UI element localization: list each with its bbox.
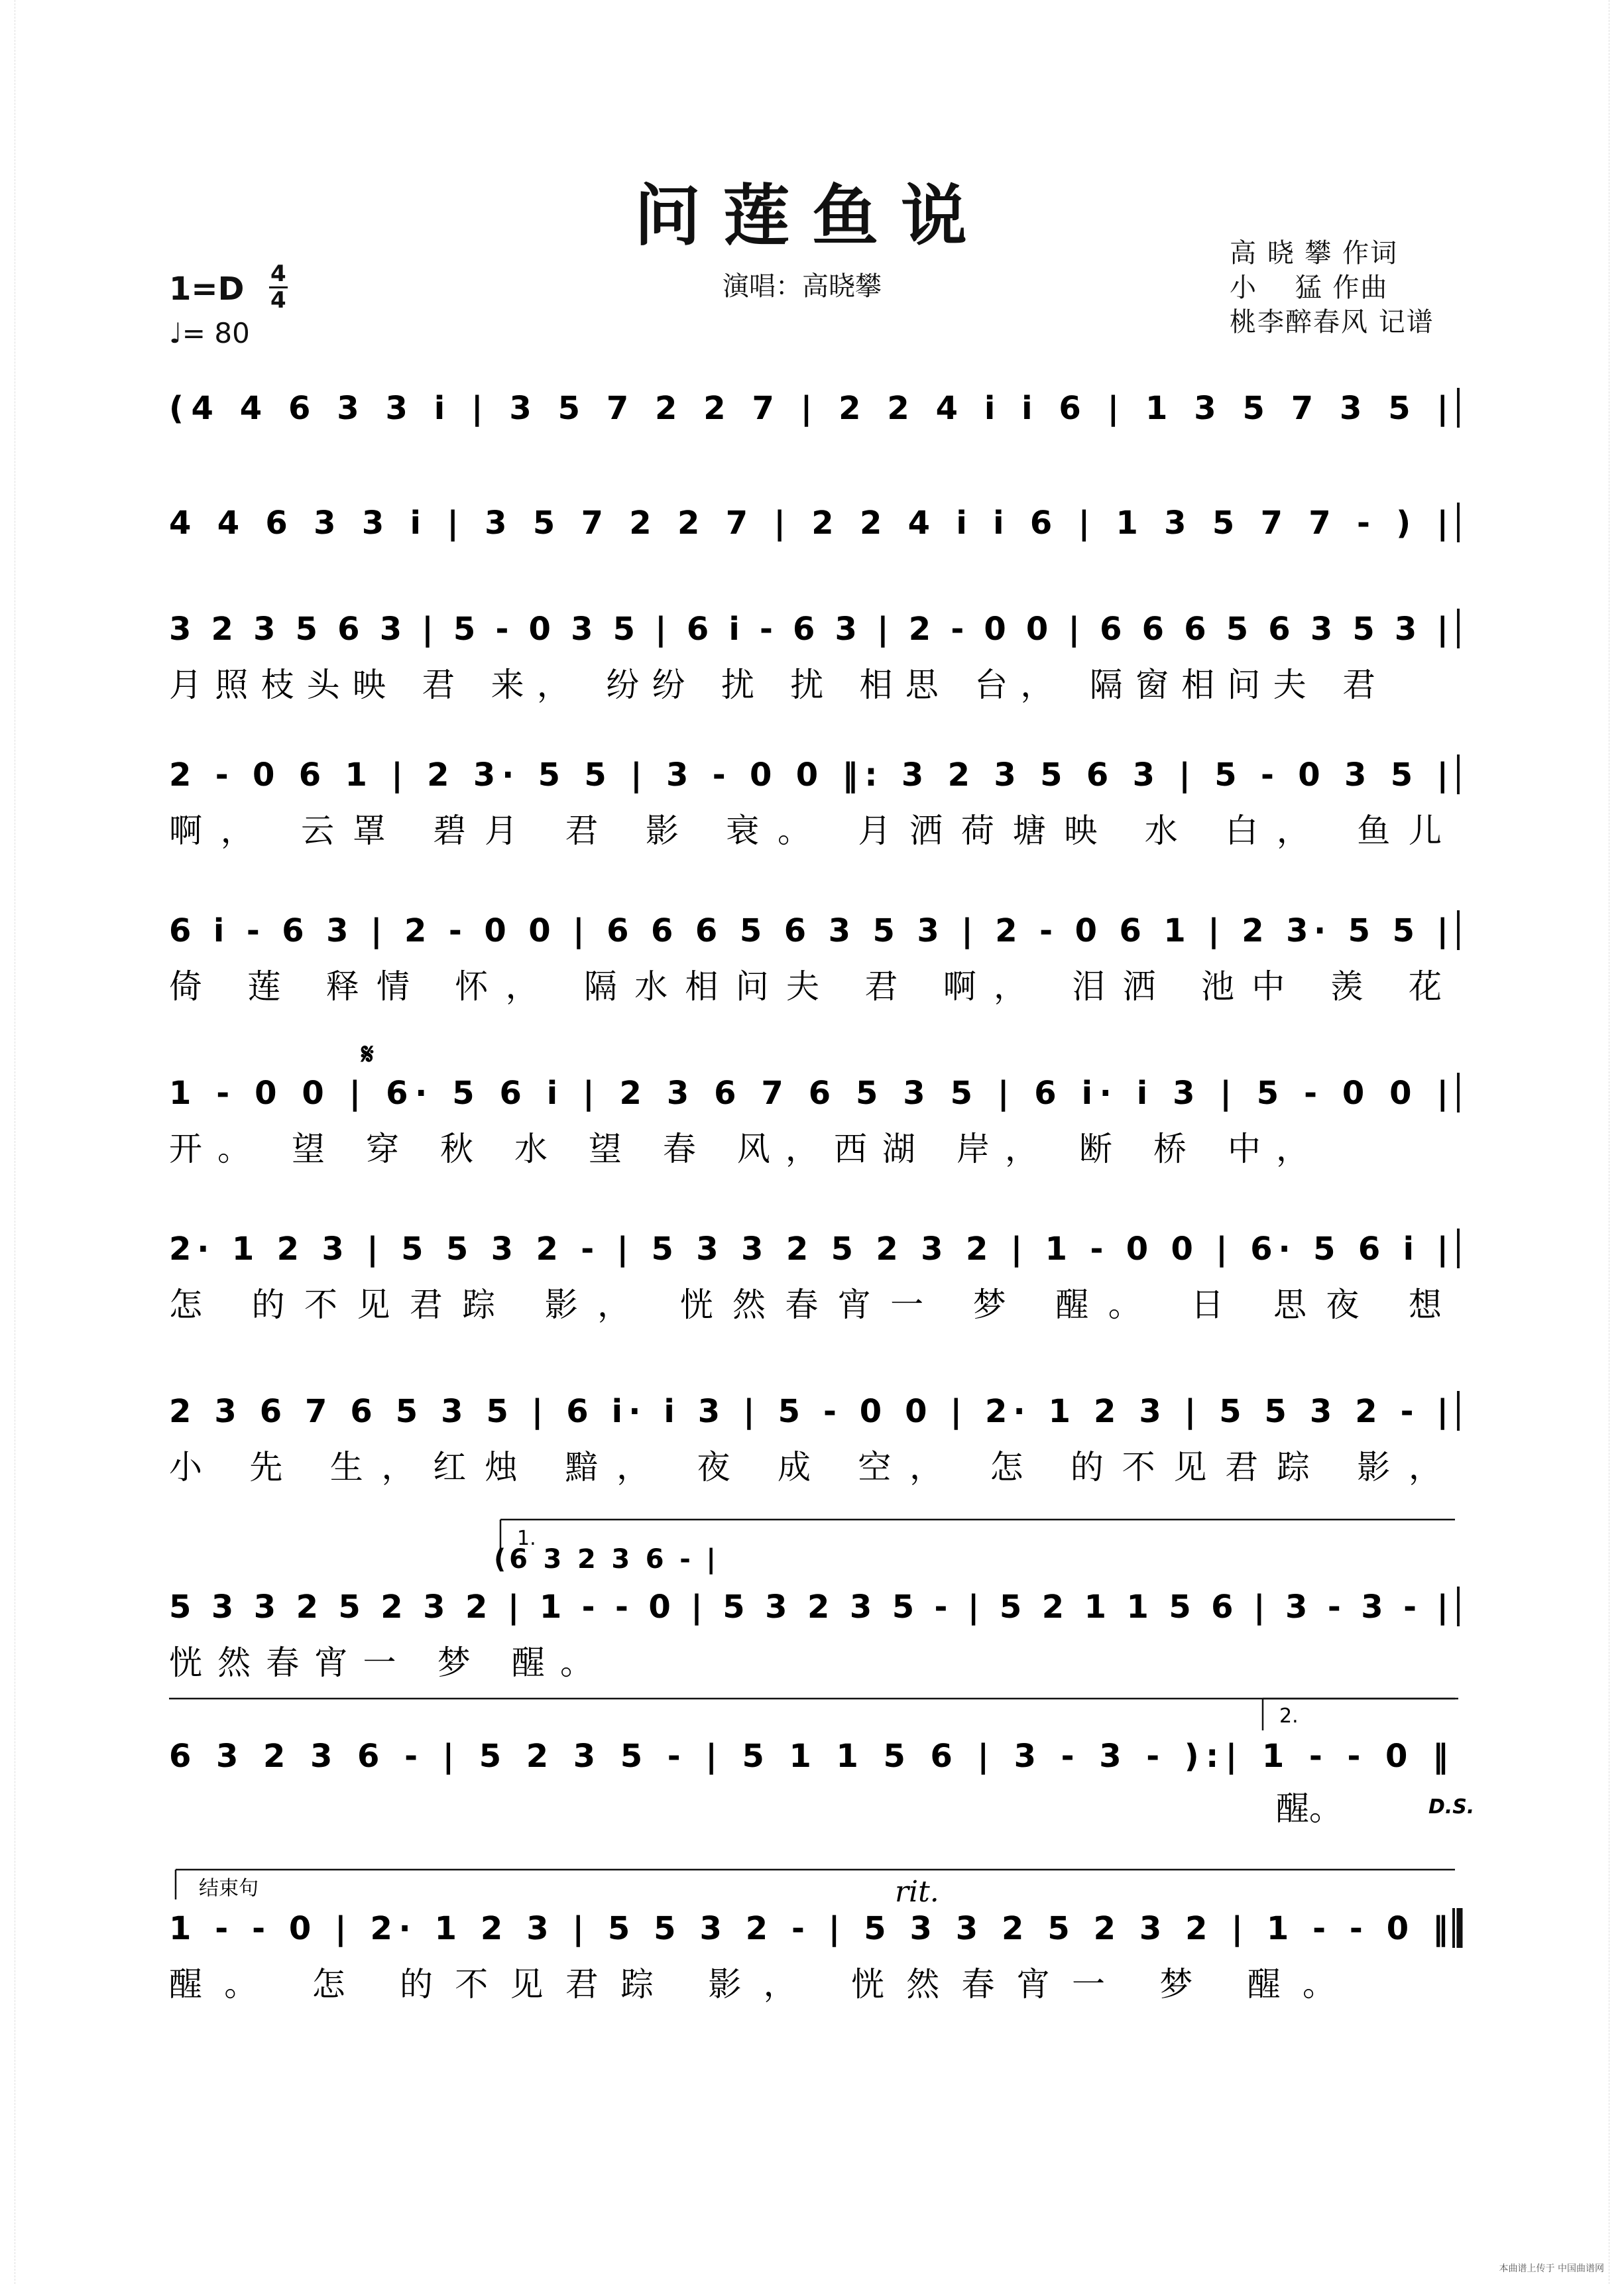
notes-line-9: 5 3 3 2 5 2 3 2 | 1 - - 0 | 5 3 2 3 5 - | 5 2 1 1 5 6 | 3 - 3 - | bbox=[169, 1589, 1448, 1626]
score-line-11 bbox=[169, 1910, 1448, 2004]
lyrics-line-10: 醒。 bbox=[1276, 1789, 1342, 1828]
time-signature-bottom: 4 bbox=[270, 287, 286, 314]
notes-line-10: 6 3 2 3 6 - | 5 2 3 5 - | 5 1 1 5 6 | 3 - 3 - ):| 1 - - 0 ‖ bbox=[169, 1738, 1448, 1775]
notes-line-6: 1 - 0 0 | 6· 5 6 i | 2 3 6 7 6 5 3 5 | 6 i· i 3 | 5 - 0 0 | bbox=[169, 1075, 1449, 1112]
lyrics-line-9: 恍然春宵一 梦 醒。 bbox=[169, 1644, 593, 1682]
lyrics-line-11: 醒。 怎 的不见君踪 影， 恍然春宵一 梦 醒。 bbox=[169, 1965, 1336, 2004]
ending-phrase-label: 结束句 bbox=[199, 1877, 259, 1900]
score-line-7 bbox=[169, 1231, 1448, 1324]
notes-line-11: 1 - - 0 | 2· 1 2 3 | 5 5 3 2 - | 5 3 3 2 5 2 3 2 | 1 - - 0 ‖ bbox=[169, 1910, 1448, 1947]
song-title: 问莲鱼说 bbox=[634, 176, 990, 255]
notes-line-5: 6 i - 6 3 | 2 - 0 0 | 6 6 6 5 6 3 5 3 | 2 - 0 6 1 | 2 3· 5 5 | bbox=[169, 912, 1448, 949]
time-signature-top: 4 bbox=[270, 261, 286, 287]
lyrics-line-3: 月照枝头映 君 来， 纷纷 扰 扰 相思 台， 隔窗相问夫 君 bbox=[169, 666, 1375, 704]
notes-line-8: 2 3 6 7 6 5 3 5 | 6 i· i 3 | 5 - 0 0 | 2· 1 2 3 | 5 5 3 2 - | bbox=[169, 1393, 1448, 1430]
lyrics-line-8: 小 先 生，红烛 黯， 夜 成 空， 怎 的不见君踪 影， bbox=[169, 1448, 1442, 1486]
notes-line-1: (4 4 6 3 3 i | 3 5 7 2 2 7 | 2 2 4 i i 6 | 1 3 5 7 3 5 | bbox=[169, 390, 1448, 427]
lyrics-line-7: 怎 的不见君踪 影， 恍然春宵一 梦 醒。 日 思夜 想 bbox=[169, 1286, 1442, 1324]
notes-line-7: 2· 1 2 3 | 5 5 3 2 - | 5 3 3 2 5 2 3 2 | 1 - 0 0 | 6· 5 6 i | bbox=[169, 1231, 1448, 1268]
score-line-10 bbox=[169, 1738, 1448, 1828]
notes-line-3: 3 2 3 5 6 3 | 5 - 0 3 5 | 6 i - 6 3 | 2 - 0 0 | 6 6 6 5 6 3 5 3 | bbox=[169, 611, 1448, 648]
lyricist-credit: 高 晓 攀 作词 bbox=[1230, 238, 1399, 269]
segno-sign: 𝄋 bbox=[361, 1038, 374, 1071]
score-line-6 bbox=[169, 1075, 1448, 1168]
key-signature: 1=D bbox=[169, 270, 245, 308]
tempo-marking: ♩= 80 bbox=[169, 317, 250, 349]
lyrics-line-5: 倚 莲 释情 怀， 隔水相问夫 君 啊， 泪洒 池中 羡 花 bbox=[169, 967, 1442, 1006]
notes-line-4: 2 - 0 6 1 | 2 3· 5 5 | 3 - 0 0 ‖: 3 2 3 5 6 3 | 5 - 0 3 5 | bbox=[169, 756, 1448, 794]
volta-2-label: 2. bbox=[1279, 1705, 1299, 1728]
lyrics-line-4: 啊， 云罩 碧月 君 影 衰。 月洒荷塘映 水 白， 鱼儿 bbox=[169, 811, 1442, 850]
score-line-5 bbox=[169, 912, 1448, 1006]
score-line-8 bbox=[169, 1393, 1448, 1486]
ritardando-mark: rit. bbox=[895, 1875, 939, 1909]
lyrics-line-6: 开。 望 穿 秋 水 望 春 风，西湖 岸， 断 桥 中， bbox=[169, 1130, 1309, 1168]
score-line-1 bbox=[169, 390, 1448, 427]
score-line-4 bbox=[169, 756, 1448, 850]
dal-segno-mark: D.S. bbox=[1428, 1795, 1475, 1819]
volta-1-label: 1. bbox=[517, 1527, 536, 1550]
footer-note: 本曲谱上传于 中国曲谱网 bbox=[1499, 2263, 1604, 2274]
singer-credit: 演唱：高晓攀 bbox=[723, 271, 882, 302]
notes-line-2: 4 4 6 3 3 i | 3 5 7 2 2 7 | 2 2 4 i i 6 | 1 3 5 7 7 - ) | bbox=[169, 505, 1448, 542]
transcriber-credit: 桃李醉春风 记谱 bbox=[1230, 307, 1434, 337]
score-line-3 bbox=[169, 611, 1448, 704]
score-line-9 bbox=[169, 1589, 1448, 1682]
volta-1-subline: (6 3 2 3 6 - | bbox=[494, 1544, 716, 1575]
composer-credit: 小 猛 作曲 bbox=[1230, 272, 1389, 303]
score-line-2 bbox=[169, 505, 1448, 542]
